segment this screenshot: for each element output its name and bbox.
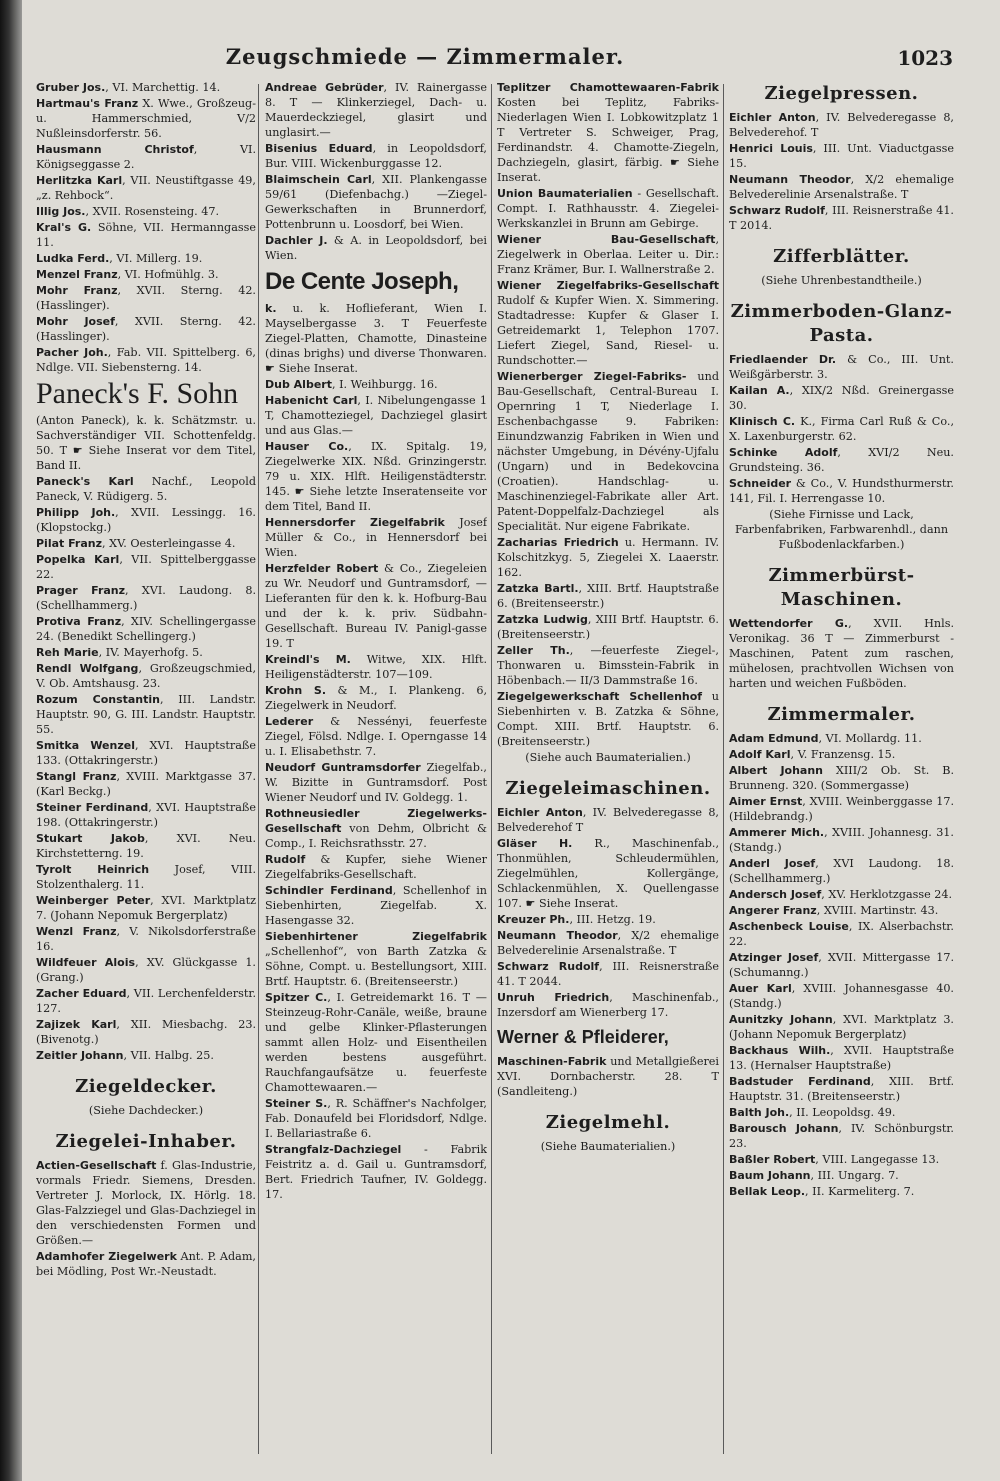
list-item: Spitzer C., I. Getreidemarkt 16. T —Steinzeug-Rohr-Canäle, weiße, braune und gelbe Klinker-Pflasterungen sammt allen Holz- und Eisentheilen werden bestens ausgeführt. Rauchfangaufsätze u. feuerfeste Chamottewaaren.— xyxy=(265,991,487,1094)
list-item: Pilat Franz, XV. Oesterleingasse 4. xyxy=(36,537,236,550)
list-item: Krohn S. & M., I. Plankeng. 6, Ziegelwerk in Neudorf. xyxy=(265,684,487,712)
list-item: Dub Albert, I. Weihburgg. 16. xyxy=(265,378,438,391)
list-item: Wienerberger Ziegel-Fabriks- und Bau-Gesellschaft, Central-Bureau I. Opernring 1 T, Niederlage I. Eschenbachgasse 9. Fabriken: Einundzwanzig Fabriken in Wien und nächster Umgebung, in Dévény-Ujfalu (Ungarn) und in Bedekovcina (Croatien). Handschlag- u. Maschinenziegel-Fabrikate aller Art. Patent-Doppelfalz-Dachziegel als Specialität. Nur eigene Fabrikate. xyxy=(497,370,719,533)
page-title: Zeugschmiede — Zimmermaler. xyxy=(225,44,625,69)
list-item: Zajizek Karl, XII. Miesbachg. 23. (Bivenotg.) xyxy=(36,1018,256,1046)
list-item: Eichler Anton, IV. Belvederegasse 8, Belvederehof T xyxy=(497,806,719,834)
list-item: Albert Johann XIII/2 Ob. St. B. Brunneng. 320. (Sommergasse) xyxy=(729,764,954,792)
list-item: Baßler Robert, VIII. Langegasse 13. xyxy=(729,1153,940,1166)
list-item: Atzinger Josef, XVII. Mittergasse 17. (Schumanng.) xyxy=(729,951,954,979)
list-item: Backhaus Wilh., XVII. Hauptstraße 13. (Hernalser Hauptstraße) xyxy=(729,1044,954,1072)
featured-entry-paneck: Paneck's F. Sohn xyxy=(36,377,239,410)
list-item: Gläser H. R., Maschinenfab., Thonmühlen, Schleudermühlen, Ziegelmühlen, Kollergänge, Schlackenmühlen, X. Quellengasse 107. ☛ Siehe Inserat. xyxy=(497,837,719,910)
list-item: Protiva Franz, XIV. Schellingergasse 24. (Benedikt Schellingerg.) xyxy=(36,615,256,643)
column-4 xyxy=(729,80,954,1465)
list-item: Zacharias Friedrich u. Hermann. IV. Kolschitzkyg. 5, Ziegelei X. Laaerstr. 162. xyxy=(497,536,719,579)
section-note: (Siehe auch Baumaterialien.) xyxy=(525,751,691,764)
list-item: Herlitzka Karl, VII. Neustiftgasse 49, „z. Rehbock“. xyxy=(36,174,256,202)
list-item: Wiener Ziegelfabriks-Gesellschaft Rudolf & Kupfer Wien. X. Simmering. Stadtadresse: Kupfer & Glaser I. Getreidemarkt 1, Telephon 1707. Liefert Ziegel, Sand, Riesel- u. Rundschotter.— xyxy=(497,279,719,367)
list-item: Wenzl Franz, V. Nikolsdorferstraße 16. xyxy=(36,925,256,953)
list-item: Adam Edmund, VI. Mollardg. 11. xyxy=(729,732,922,745)
list-item: Schinke Adolf, XVI/2 Neu. Grundsteing. 36. xyxy=(729,446,954,474)
list-item: Andersch Josef, XV. Herklotzgasse 24. xyxy=(729,888,953,901)
section-title-zimmermaler: Zimmermaler. xyxy=(767,704,916,725)
scan-edge xyxy=(0,0,22,1481)
list-item: Eichler Anton, IV. Belvederegasse 8, Belvederehof. T xyxy=(729,111,954,139)
list-item: Philipp Joh., XVII. Lessingg. 16. (Klopstockg.) xyxy=(36,506,256,534)
list-item: Smitka Wenzel, XVI. Hauptstraße 133. (Ottakringerstr.) xyxy=(36,739,256,767)
list-item: Neumann Theodor, X/2 ehemalige Belvederelinie Arsenalstraße. T xyxy=(729,173,954,201)
list-item: Lederer & Nessényi, feuerfeste Ziegel, Fölsd. Ndlge. I. Operngasse 14 u. I. Elisabethstr. 7. xyxy=(265,715,487,758)
list-item: Ammerer Mich., XVIII. Johannesg. 31. (Standg.) xyxy=(729,826,954,854)
list-item: Adamhofer Ziegelwerk Ant. P. Adam, bei Mödling, Post Wr.-Neustadt. xyxy=(36,1250,256,1278)
column-divider xyxy=(258,84,259,1454)
list-item: Teplitzer Chamottewaaren-Fabrik Kosten bei Teplitz, Fabriks-Niederlagen Wien I. Lobkowitzplatz 1 T Vertreter S. Schweiger, Prag, Ferdinandstr. 4. Chamotte-Ziegeln, Dachziegeln, glasirt, färbig. ☛ Siehe Inserat. xyxy=(497,81,719,184)
section-note: (Siehe Uhrenbestandtheile.) xyxy=(761,274,922,287)
list-item: Auer Karl, XVIII. Johannesgasse 40. (Standg.) xyxy=(729,982,954,1010)
list-item: Zacher Eduard, VII. Lerchenfelderstr. 127. xyxy=(36,987,256,1015)
list-item: Rothneusiedler Ziegelwerks-Gesellschaft von Dehm, Olbricht & Comp., I. Reichsrathsstr. 27. xyxy=(265,807,487,850)
list-item: Kailan A., XIX/2 Nßd. Greinergasse 30. xyxy=(729,384,954,412)
section-note: (Siehe Baumaterialien.) xyxy=(540,1140,676,1153)
section-title-ziegeldecker: Ziegeldecker. xyxy=(75,1076,217,1097)
list-item: Rudolf & Kupfer, siehe Wiener Ziegelfabriks-Gesellschaft. xyxy=(265,853,487,881)
list-item: Kreuzer Ph., III. Hetzg. 19. xyxy=(497,913,656,926)
list-item: k. u. k. Hoflieferant, Wien I. Mayselbergasse 3. T Feuerfeste Ziegel-Platten, Chamotte, Dinasteine (dinas brighs) und diverse Thonwaren. ☛ Siehe Inserat. xyxy=(265,302,487,375)
list-item: Baum Johann, III. Ungarg. 7. xyxy=(729,1169,899,1182)
list-item: (Anton Paneck), k. k. Schätzmstr. u. Sachverständiger VII. Schottenfeldg. 50. T ☛ Siehe Inserat vor dem Titel, Band II. xyxy=(36,414,256,472)
list-item: Klinisch C. K., Firma Carl Ruß & Co., X. Laxenburgerstr. 62. xyxy=(729,415,954,443)
section-title-ziegeleimaschinen: Ziegeleimaschinen. xyxy=(505,778,711,799)
list-item: Wettendorfer G., XVII. Hnls. Veronikag. 36 T — Zimmerburst - Maschinen, Patent zum raschen, mühelosen, prachtvollen Wichsen von harten und weichen Fußböden. xyxy=(729,617,954,690)
list-item: Dachler J. & A. in Leopoldsdorf, bei Wien. xyxy=(265,234,487,262)
columns xyxy=(36,80,956,1465)
list-item: Wildfeuer Alois, XV. Glückgasse 1. (Grang.) xyxy=(36,956,256,984)
list-item: Unruh Friedrich, Maschinenfab., Inzersdorf am Wienerberg 17. xyxy=(497,991,719,1019)
list-item: Weinberger Peter, XVI. Marktplatz 7. (Johann Nepomuk Bergerplatz) xyxy=(36,894,256,922)
list-item: Hennersdorfer Ziegelfabrik Josef Müller & Co., in Hennersdorf bei Wien. xyxy=(265,516,487,559)
list-item: Schwarz Rudolf, III. Reisnerstraße 41. T 2014. xyxy=(729,204,954,232)
list-item: Schneider & Co., V. Hundsthurmerstr. 141, Fil. I. Herrengasse 10. xyxy=(729,477,954,505)
list-item: Siebenhirtener Ziegelfabrik „Schellenhof“, von Barth Zatzka & Söhne, Compt. u. Bestellungsort, XIII. Brtf. Hauptstr. 6. (Breitenseerstr.) xyxy=(265,930,487,988)
column-divider xyxy=(491,84,492,1454)
list-item: Ziegelgewerkschaft Schellenhof u Siebenhirten v. B. Zatzka & Söhne, Compt. XIII. Brtf. Hauptstr. 6. (Breitenseerstr.) xyxy=(497,690,719,748)
list-item: Neudorf Guntramsdorfer Ziegelfab., W. Bizitte in Guntramsdorf. Post Wiener Neudorf und IV. Goldegg. 1. xyxy=(265,761,487,804)
list-item: Kral's G. Söhne, VII. Hermanngasse 11. xyxy=(36,221,256,249)
list-item: Aschenbeck Louise, IX. Alserbachstr. 22. xyxy=(729,920,954,948)
list-item: Prager Franz, XVI. Laudong. 8. (Schellhammerg.) xyxy=(36,584,256,612)
list-item: Steiner Ferdinand, XVI. Hauptstraße 198. (Ottakringerstr.) xyxy=(36,801,256,829)
list-item: Andreae Gebrüder, IV. Rainergasse 8. T — Klinkerziegel, Dach- u. Mauerdeckziegel, glasirt und unglasirt.— xyxy=(265,81,487,139)
list-item: Illig Jos., XVII. Rosensteing. 47. xyxy=(36,205,220,218)
list-item: Hartmau's Franz X. Wwe., Großzeug- u. Hammerschmied, V/2 Nußleinsdorferstr. 56. xyxy=(36,97,256,140)
list-item: Anderl Josef, XVI Laudong. 18. (Schellhammerg.) xyxy=(729,857,954,885)
list-item: Mohr Franz, XVII. Sterng. 42. (Hasslinger). xyxy=(36,284,256,312)
section-title-ziegelpressen: Ziegelpressen. xyxy=(764,83,919,104)
list-item: Popelka Karl, VII. Spittelberggasse 22. xyxy=(36,553,256,581)
list-item: Wiener Bau-Gesellschaft, Ziegelwerk in Oberlaa. Leiter u. Dir.: Franz Krämer, Bur. I. Wallnerstraße 2. xyxy=(497,233,719,276)
list-item: Paneck's Karl Nachf., Leopold Paneck, V. Rüdigerg. 5. xyxy=(36,475,256,503)
list-item: Adolf Karl, V. Franzensg. 15. xyxy=(729,748,896,761)
section-title-zimmerboden: Zimmerboden-Glanz-Pasta. xyxy=(730,301,953,346)
list-item: Maschinen-Fabrik und Metallgießerei XVI. Dornbacherstr. 28. T (Sandleiteng.) xyxy=(497,1055,719,1098)
list-item: Blaimschein Carl, XII. Plankengasse 59/61 (Diefenbachg.) —Ziegel-Gewerkschaften in Brunnerdorf, Pottenbrunn u. Loosdorf, bei Wien. xyxy=(265,173,487,231)
list-item: Hausmann Christof, VI. Königseggasse 2. xyxy=(36,143,256,171)
list-item: Pacher Joh., Fab. VII. Spittelberg. 6, Ndlge. VII. Siebensterng. 14. xyxy=(36,346,256,374)
section-title-zifferblaetter: Zifferblätter. xyxy=(773,246,910,267)
page-number: 1023 xyxy=(897,46,953,70)
list-item: Menzel Franz, VI. Hofmühlg. 3. xyxy=(36,268,219,281)
list-item: Stangl Franz, XVIII. Marktgasse 37. (Karl Beckg.) xyxy=(36,770,256,798)
list-item: Herzfelder Robert & Co., Ziegeleien zu Wr. Neudorf und Guntramsdorf, —Lieferanten für den k. k. Hofburg-Bau und der k. k. priv. Südbahn-Gesellschaft. Bureau IV. Panigl-gasse 19. T xyxy=(265,562,487,650)
section-title-ziegelei-inhaber: Ziegelei-Inhaber. xyxy=(55,1131,237,1152)
list-item: Bellak Leop., II. Karmeliterg. 7. xyxy=(729,1185,915,1198)
list-item: Stukart Jakob, XVI. Neu. Kirchstetterng. 19. xyxy=(36,832,256,860)
list-item: Gruber Jos., VI. Marchettig. 14. xyxy=(36,81,221,94)
list-item: Friedlaender Dr. & Co., III. Unt. Weißgärberstr. 3. xyxy=(729,353,954,381)
list-item: Hauser Co., IX. Spitalg. 19, Ziegelwerke XIX. Nßd. Grinzingerstr. 79 u. XIX. Hlft. Heiligenstädterstr. 145. ☛ Siehe letzte Inseratenseite vor dem Titel, Band II. xyxy=(265,440,487,513)
list-item: Neumann Theodor, X/2 ehemalige Belvederelinie Arsenalstraße. T xyxy=(497,929,719,957)
list-item: Aimer Ernst, XVIII. Weinberggasse 17. (Hildebrandg.) xyxy=(729,795,954,823)
list-item: Schindler Ferdinand, Schellenhof in Siebenhirten, Ziegelfab. X. Hasengasse 32. xyxy=(265,884,487,927)
column-2 xyxy=(265,80,487,1465)
section-title-zimmerbuerst: Zimmerbürst-Maschinen. xyxy=(768,565,915,610)
list-item: Habenicht Carl, I. Nibelungengasse 1 T, Chamotteziegel, Dachziegel glasirt und aus Glas.— xyxy=(265,394,487,437)
list-item: Angerer Franz, XVIII. Martinstr. 43. xyxy=(729,904,939,917)
list-item: Aunitzky Johann, XVI. Marktplatz 3. (Johann Nepomuk Bergerplatz) xyxy=(729,1013,954,1041)
column-3 xyxy=(497,80,719,1465)
section-note: (Siehe Dachdecker.) xyxy=(88,1104,204,1117)
list-item: Rozum Constantin, III. Landstr. Hauptstr. 90, G. III. Landstr. Hauptstr. 55. xyxy=(36,693,256,736)
list-item: Zatzka Bartl., XIII. Brtf. Hauptstraße 6. (Breitenseerstr.) xyxy=(497,582,719,610)
list-item: Bisenius Eduard, in Leopoldsdorf, Bur. VIII. Wickenburggasse 12. xyxy=(265,142,487,170)
featured-entry-werner: Werner & Pfleiderer, xyxy=(497,1027,669,1047)
list-item: Badstuder Ferdinand, XIII. Brtf. Hauptstr. 31. (Breitenseerstr.) xyxy=(729,1075,954,1103)
list-item: Zeller Th., —feuerfeste Ziegel-, Thonwaren u. Bimsstein-Fabrik in Höbenbach.— II/3 Dammstraße 16. xyxy=(497,644,719,687)
list-item: Barousch Johann, IV. Schönburgstr. 23. xyxy=(729,1122,954,1150)
list-item: Ludka Ferd., VI. Millerg. 19. xyxy=(36,252,203,265)
list-item: Balth Joh., II. Leopoldsg. 49. xyxy=(729,1106,896,1119)
list-item: Union Baumaterialien - Gesellschaft. Compt. I. Rathhausstr. 4. Ziegelei-Werkskanzlei in Brunn am Gebirge. xyxy=(497,187,719,230)
list-item: Schwarz Rudolf, III. Reisnerstraße 41. T 2044. xyxy=(497,960,719,988)
list-item: Tyrolt Heinrich Josef, VIII. Stolzenthalerg. 11. xyxy=(36,863,256,891)
list-item: Mohr Josef, XVII. Sterng. 42. (Hasslinger). xyxy=(36,315,256,343)
section-note: (Siehe Firnisse und Lack, Farbenfabriken, Farbwarenhdl., dann Fußbodenlackfarben.) xyxy=(734,508,949,551)
list-item: Zatzka Ludwig, XIII Brtf. Hauptstr. 6. (Breitenseerstr.) xyxy=(497,613,719,641)
section-title-ziegelmehl: Ziegelmehl. xyxy=(545,1112,671,1133)
list-item: Steiner S., R. Schäffner's Nachfolger, Fab. Donaufeld bei Floridsdorf, Ndlge. I. Bellariastraße 6. xyxy=(265,1097,487,1140)
list-item: Strangfalz-Dachziegel - Fabrik Feistritz a. d. Gail u. Guntramsdorf, Bert. Friedrich Taufner, IV. Goldegg. 17. xyxy=(265,1143,487,1201)
list-item: Actien-Gesellschaft f. Glas-Industrie, vormals Friedr. Siemens, Dresden. Vertreter J. Morlock, IX. Hörlg. 18. Glas-Falzziegel und Glas-Dachziegel in den verschiedensten Formen und Größen.— xyxy=(36,1159,256,1247)
list-item: Henrici Louis, III. Unt. Viaductgasse 15. xyxy=(729,142,954,170)
list-item: Kreindl's M. Witwe, XIX. Hlft. Heiligenstädterstr. 107—109. xyxy=(265,653,487,681)
list-item: Zeitler Johann, VII. Halbg. 25. xyxy=(36,1049,214,1062)
page-header xyxy=(30,38,975,82)
featured-entry-de-cente: De Cente Joseph, xyxy=(265,268,459,295)
list-item: Reh Marie, IV. Mayerhofg. 5. xyxy=(36,646,203,659)
list-item: Rendl Wolfgang, Großzeugschmied, V. Ob. Amtshausg. 23. xyxy=(36,662,256,690)
column-divider xyxy=(723,84,724,1454)
column-1 xyxy=(36,80,256,1465)
